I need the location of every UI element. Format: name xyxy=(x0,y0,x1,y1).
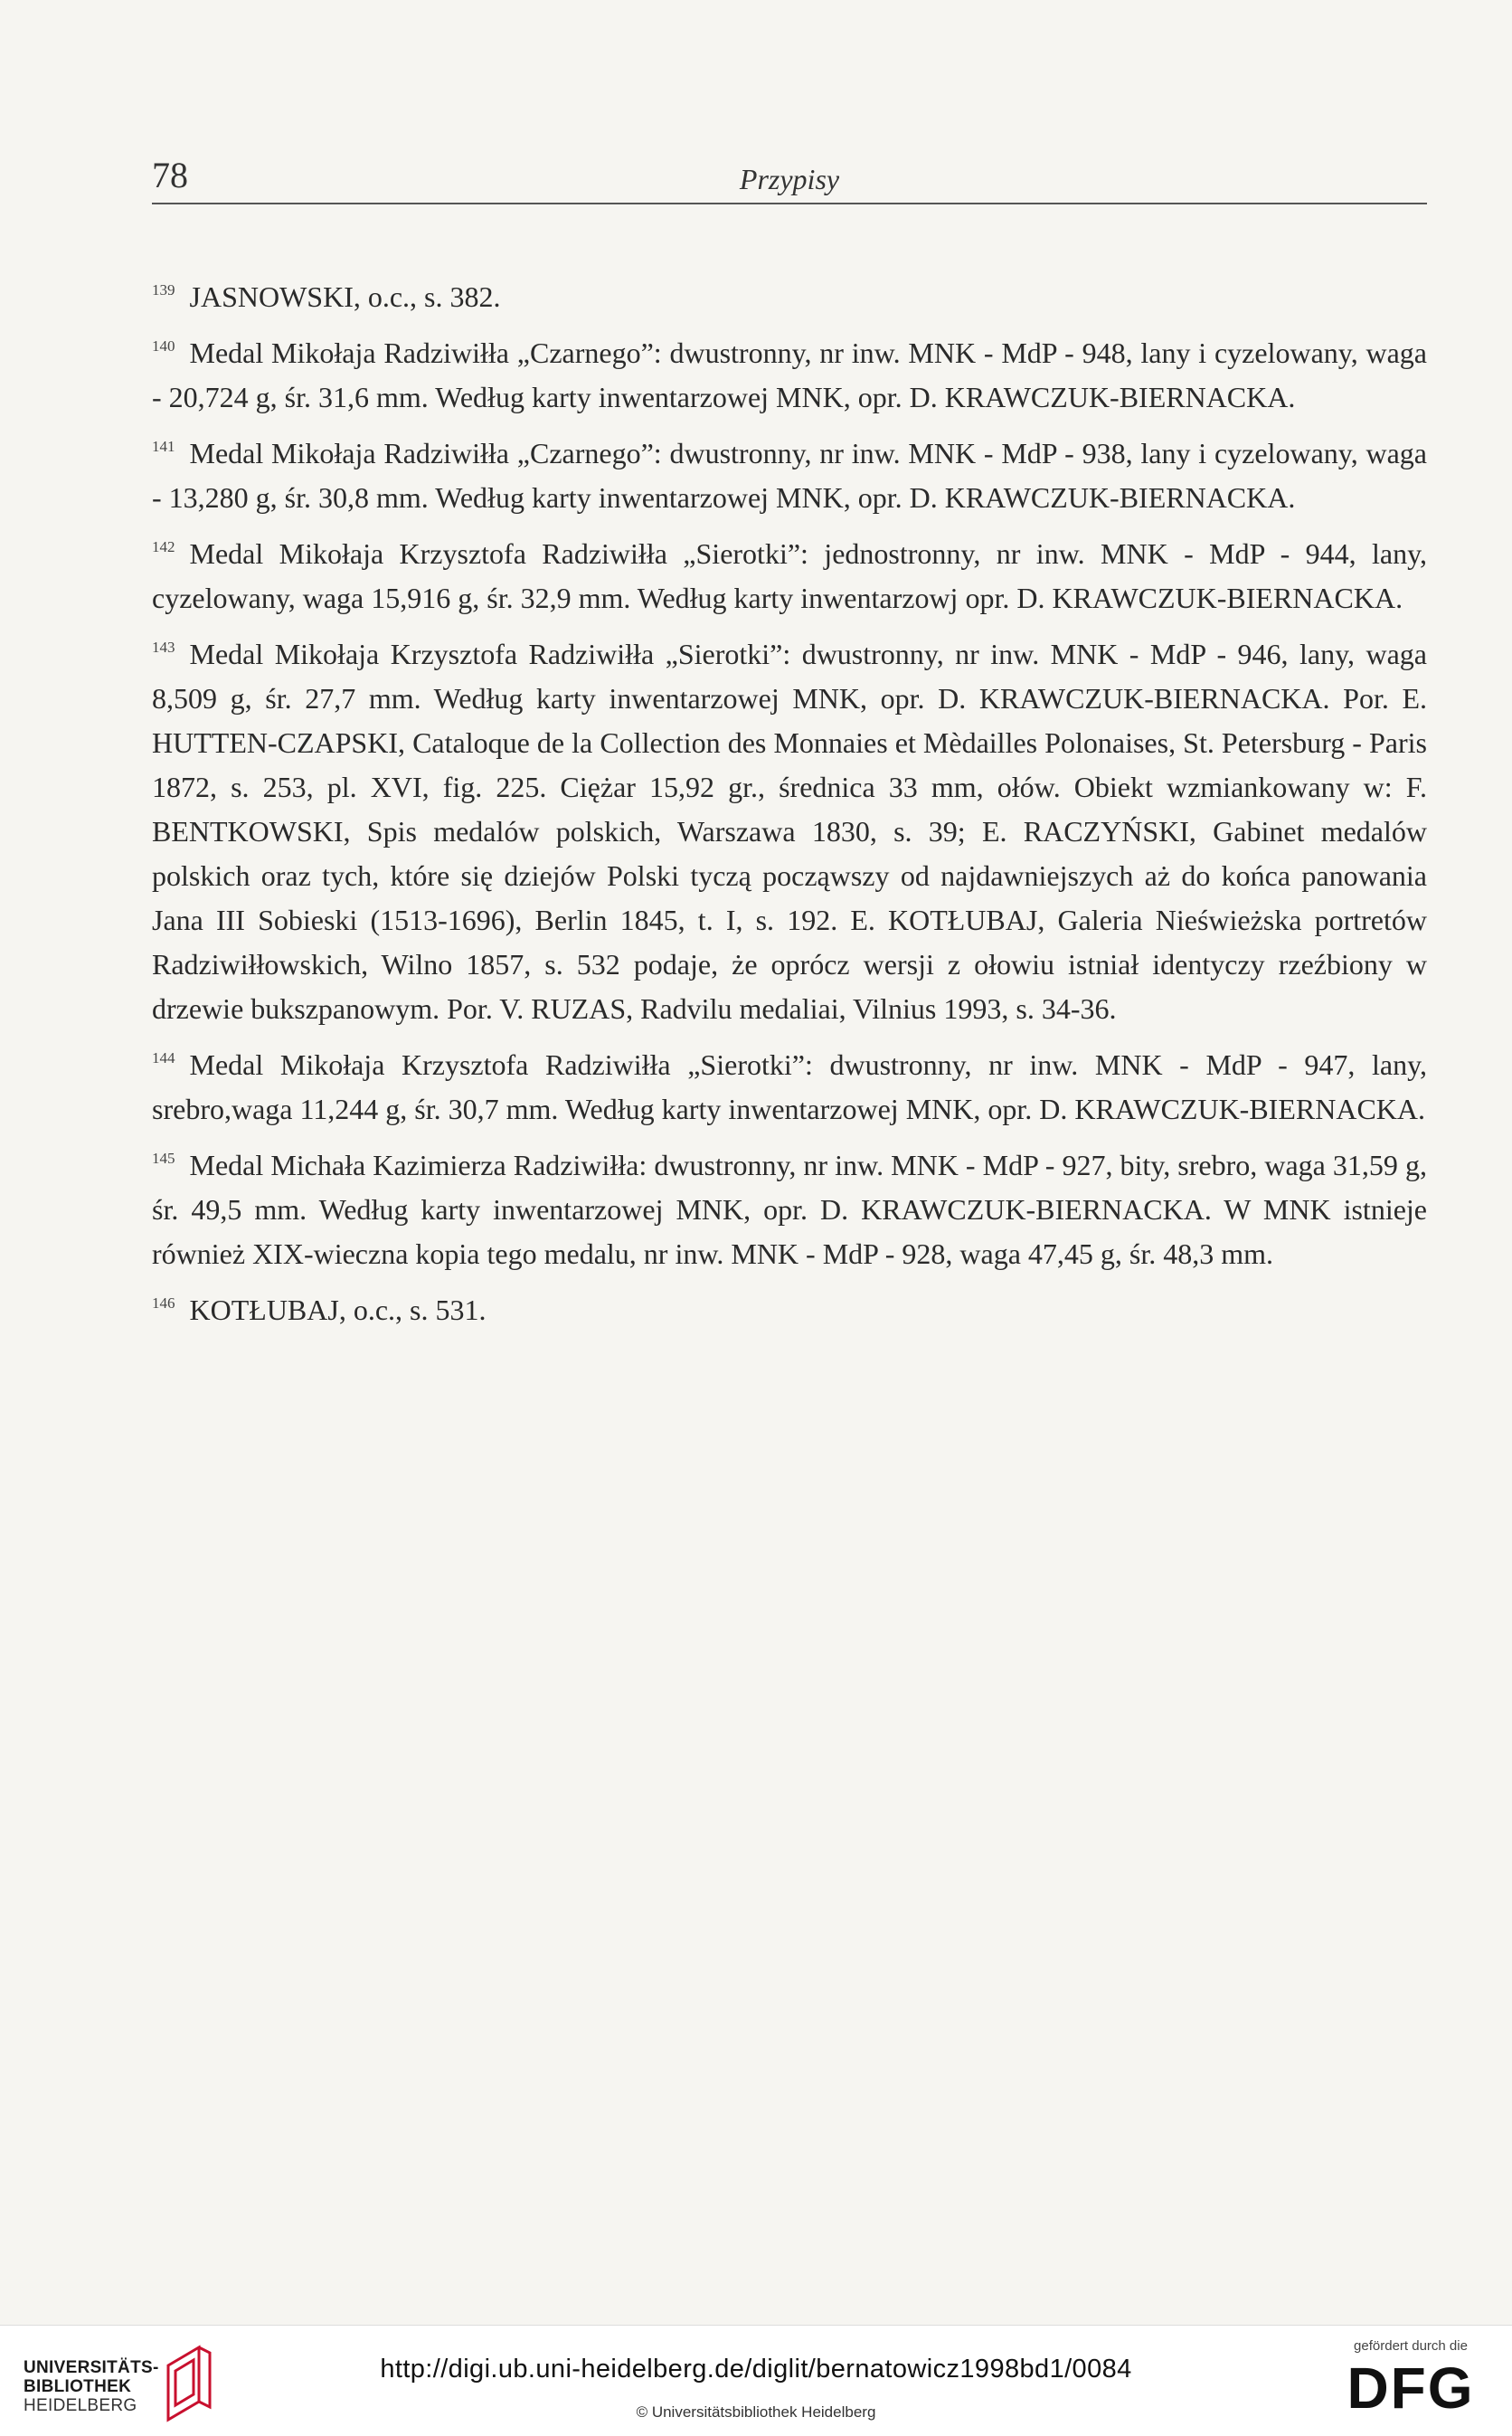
funder-caption: gefördert durch die xyxy=(1354,2338,1468,2354)
footnote xyxy=(152,625,1427,1031)
library-name-line2: BIBLIOTHEK xyxy=(24,2377,132,2396)
footnote xyxy=(152,1281,1427,1332)
footnotes-list xyxy=(152,268,1427,1337)
digitization-footer xyxy=(0,2325,1512,2436)
page-header xyxy=(152,152,1427,204)
footnote-number: 146 xyxy=(152,1294,175,1312)
dfg-logo-text: DFG xyxy=(1347,2355,1475,2421)
copyright-notice: © Universitätsbibliothek Heidelberg xyxy=(636,2403,876,2421)
footnote-number: 143 xyxy=(152,639,175,656)
footnote-number: 141 xyxy=(152,438,175,455)
library-name-line3: HEIDELBERG xyxy=(24,2396,137,2415)
library-name-line1: UNIVERSITÄTS- xyxy=(24,2358,159,2377)
footnote-text: JASNOWSKI, o.c., s. 382. xyxy=(189,280,501,313)
footnote-text: Medal Mikołaja Radziwiłła „Czarnego”: dwustronny, nr inw. MNK - MdP - 948, lany i cyzelowany, waga - 20,724 g, śr. 31,6 mm. Według karty inwentarzowej MNK, opr. D. KRAWCZUK-BIERNACKA. xyxy=(152,336,1427,413)
footnote-number: 142 xyxy=(152,538,175,555)
footnote-text: Medal Michała Kazimierza Radziwiłła: dwustronny, nr inw. MNK - MdP - 927, bity, srebro, waga 31,59 g, śr. 49,5 mm. Według karty inwentarzowej MNK, opr. D. KRAWCZUK-BIERNACKA. W MNK istnieje również XIX-wieczna kopia tego medalu, nr inw. MNK - MdP - 928, waga 47,45 g, śr. 48,3 mm. xyxy=(152,1149,1427,1270)
footnote-number: 145 xyxy=(152,1150,175,1167)
footnote-number: 139 xyxy=(152,281,175,299)
footnote-number: 140 xyxy=(152,337,175,355)
footnote-text: Medal Mikołaja Krzysztofa Radziwiłła „Sierotki”: dwustronny, nr inw. MNK - MdP - 947, lany, srebro,waga 11,244 g, śr. 30,7 mm. Według karty inwentarzowej MNK, opr. D. KRAWCZUK-BIERNACKA. xyxy=(152,1048,1427,1125)
footnote xyxy=(152,424,1427,520)
dfg-funder-logo[interactable] xyxy=(1338,2338,1483,2421)
permalink-url[interactable]: http://digi.ub.uni-heidelberg.de/diglit/bernatowicz1998bd1/0084 xyxy=(380,2355,1132,2384)
footnote xyxy=(152,324,1427,420)
footnote xyxy=(152,1036,1427,1132)
footnote-text: Medal Mikołaja Krzysztofa Radziwiłła „Sierotki”: jednostronny, nr inw. MNK - MdP - 944, lany, cyzelowany, waga 15,916 g, śr. 32,9 mm. Według karty inwentarzowj opr. D. KRAWCZUK-BIERNACKA. xyxy=(152,537,1427,614)
footnote-text: Medal Mikołaja Radziwiłła „Czarnego”: dwustronny, nr inw. MNK - MdP - 938, lany i cyzelowany, waga - 13,280 g, śr. 30,8 mm. Według karty inwentarzowej MNK, opr. D. KRAWCZUK-BIERNACKA. xyxy=(152,437,1427,514)
page-number: 78 xyxy=(152,155,188,195)
footnote-text: KOTŁUBAJ, o.c., s. 531. xyxy=(189,1294,487,1326)
footnote xyxy=(152,1136,1427,1276)
footnote xyxy=(152,525,1427,621)
footnote-text: Medal Mikołaja Krzysztofa Radziwiłła „Sierotki”: dwustronny, nr inw. MNK - MdP - 946, lany, waga 8,509 g, śr. 27,7 mm. Według karty inwentarzowej MNK, opr. D. KRAWCZUK-BIERNACKA. Por. E. HUTTEN-CZAPSKI, Cataloque de la Collection des Monnaies et Mèdailles Polonaises, St. Petersburg - Paris 1872, s. 253, pl. XVI, fig. 225. Ciężar 15,92 gr., średnica 33 mm, ołów. Obiekt wzmiankowany w: F. BENTKOWSKI, Spis medalów polskich, Warszawa 1830, s. 39; E. RACZYŃSKI, Gabinet medalów polskich oraz tych, które się dziejów Polski tyczą począwszy od najdawniejszych aż do końca panowania Jana III Sobieski (1513-1696), Berlin 1845, t. I, s. 192. E. KOTŁUBAJ, Galeria Nieświeżska portretów Radziwiłłowskich, Wilno 1857, s. 532 podaje, że oprócz wersji z ołowiu istniał identyczy rzeźbiony w drzewie bukszpanowym. Por. V. RUZAS, Radvilu medaliai, Vilnius 1993, s. 34-36. xyxy=(152,638,1427,1025)
running-title: Przypisy xyxy=(739,163,840,195)
footnote-number: 144 xyxy=(152,1049,175,1066)
footnote xyxy=(152,268,1427,319)
